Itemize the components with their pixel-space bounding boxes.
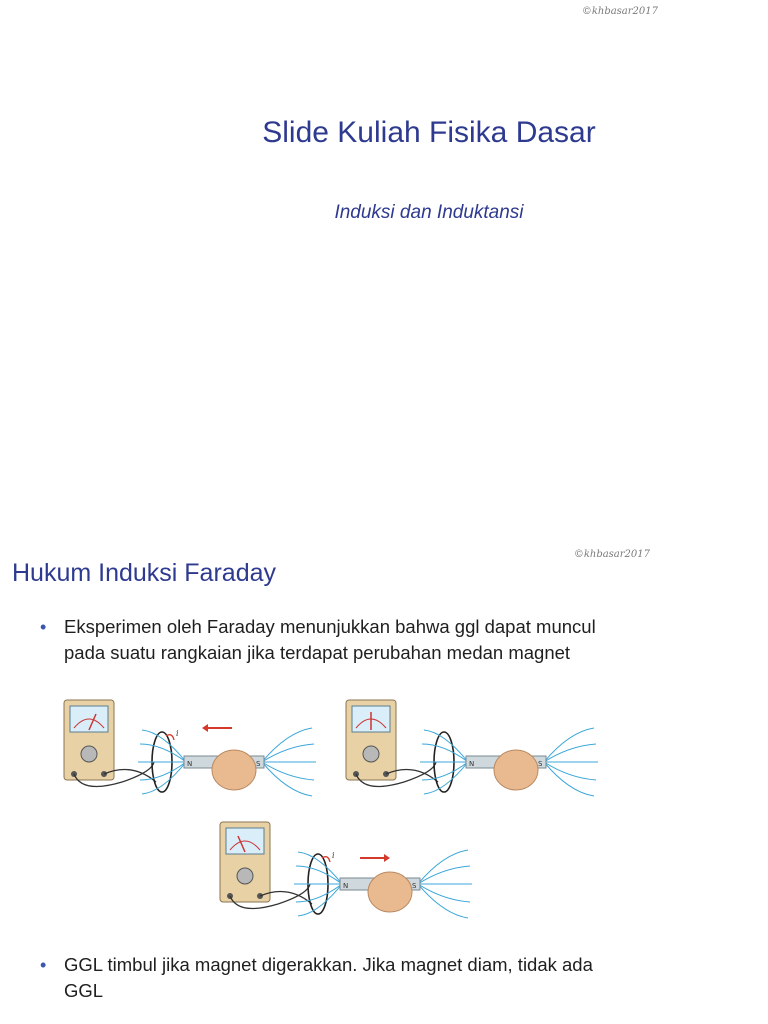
north-pole-label: N	[469, 760, 475, 768]
bullet-dot-icon: •	[40, 617, 47, 637]
bullet-dot-icon: •	[40, 955, 47, 975]
south-pole-label: S	[256, 760, 261, 768]
copyright-label: ©khbasar2017	[573, 549, 650, 560]
current-label: i	[176, 729, 179, 738]
hand-icon	[212, 750, 256, 790]
faraday-diagram	[344, 692, 606, 804]
north-pole-label: N	[187, 760, 193, 768]
slide-subtitle: Induksi dan Induktansi	[334, 202, 524, 223]
knob-icon	[363, 746, 379, 762]
north-pole-label: N	[343, 882, 349, 890]
slide-heading: Hukum Induksi Faraday	[12, 559, 277, 587]
hand-icon	[368, 872, 412, 912]
slide-title: Slide Kuliah Fisika Dasar	[262, 116, 596, 149]
faraday-illustration-moving-in	[62, 692, 324, 804]
arrowhead-icon	[202, 724, 208, 732]
slide-faraday	[0, 512, 768, 1024]
bullet-item	[40, 614, 620, 666]
bullet-text: GGL timbul jika magnet digerakkan. Jika magnet diam, tidak ada GGL	[64, 954, 593, 1001]
hand-icon	[494, 750, 538, 790]
arrowhead-icon	[384, 854, 390, 862]
faraday-illustration-moving-out	[218, 814, 480, 926]
faraday-diagram	[218, 814, 480, 926]
knob-icon	[81, 746, 97, 762]
faraday-illustration-stationary	[344, 692, 606, 804]
knob-icon	[237, 868, 253, 884]
south-pole-label: S	[412, 882, 417, 890]
faraday-diagram	[62, 692, 324, 804]
copyright-label: ©khbasar2017	[581, 6, 658, 17]
current-label: i	[332, 851, 335, 860]
bullet-text: Eksperimen oleh Faraday menunjukkan bahwa ggl dapat muncul pada suatu rangkaian jika terdapat perubahan medan magnet	[64, 616, 596, 663]
bullet-item	[40, 952, 620, 1004]
south-pole-label: S	[538, 760, 543, 768]
